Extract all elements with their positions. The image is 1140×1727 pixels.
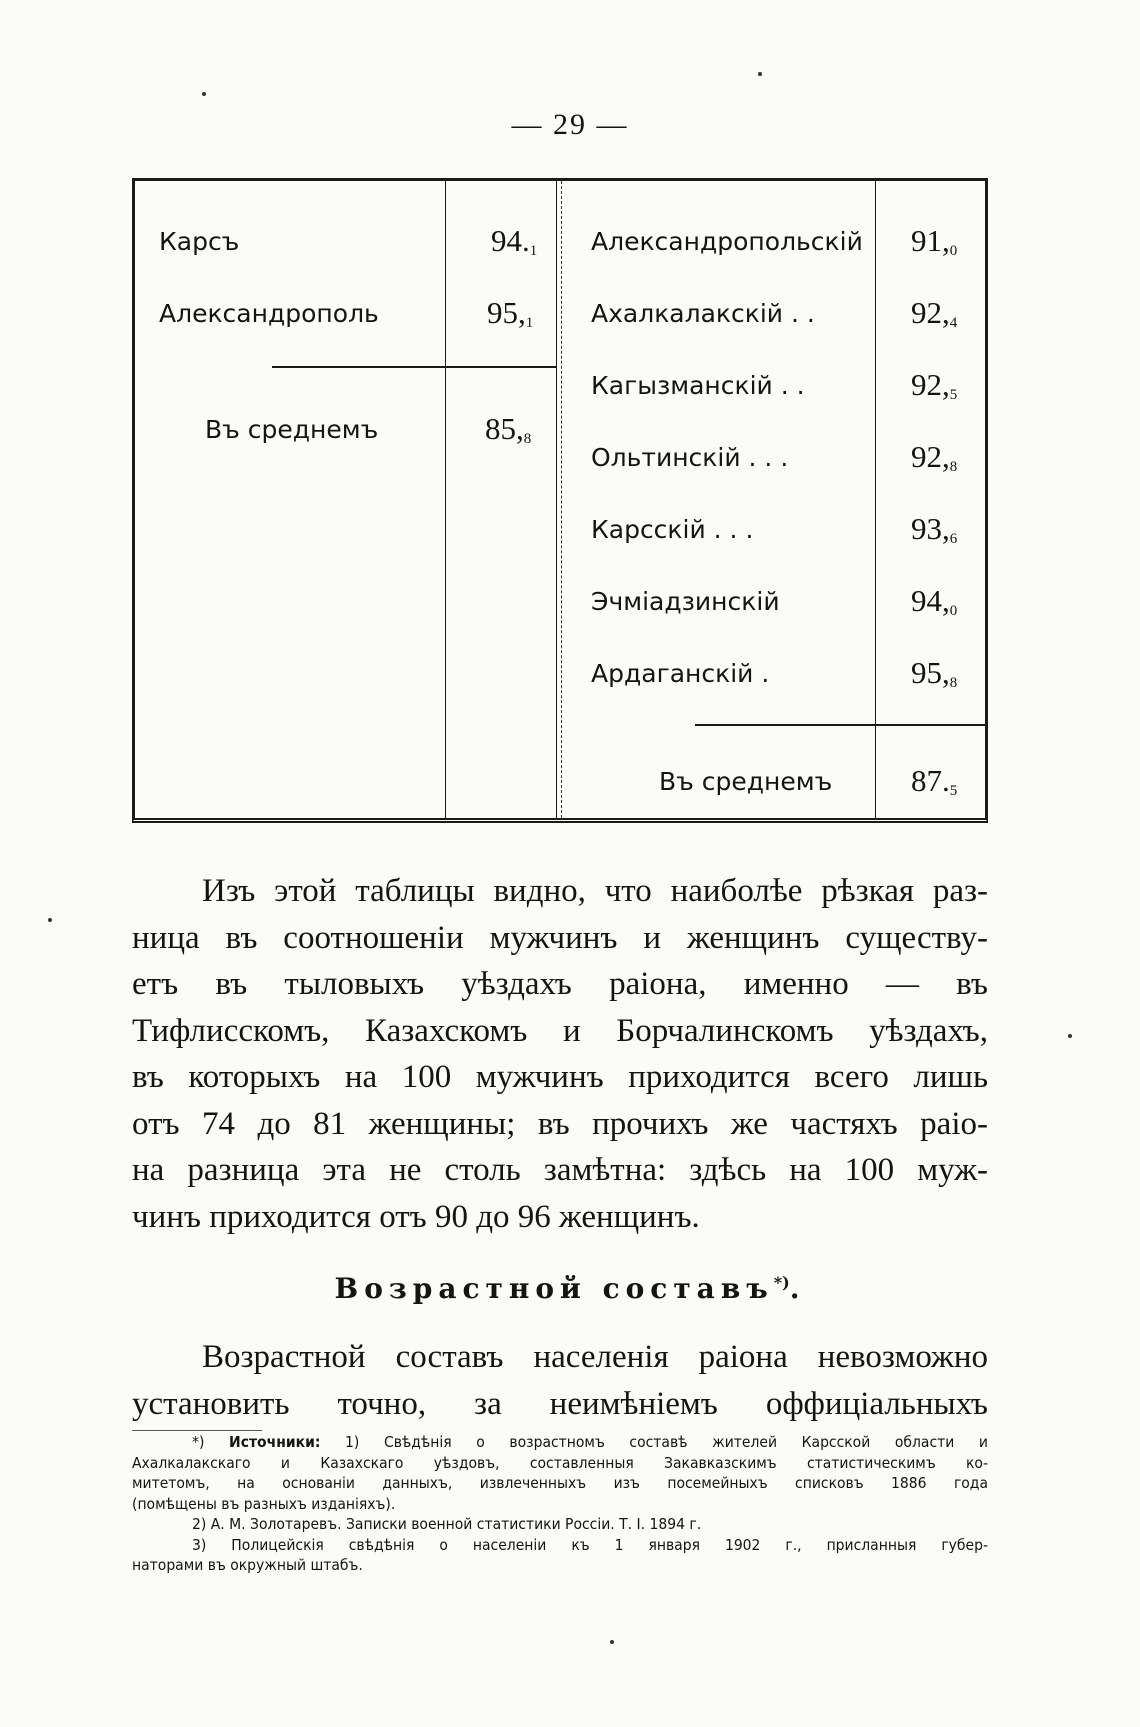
right-average-value: $87._5$: [911, 763, 958, 799]
right-row-name: Ахалкалакскій . .: [591, 299, 815, 328]
footnote-line: 3) Полицейскія свѣдѣнія о населеніи къ 1 января 1902 г., присланныя губер-: [192, 1535, 988, 1554]
paragraph-line: етъ въ тыловыхъ уѣздахъ раіона, именно — въ: [132, 966, 988, 1002]
right-row-name: Эчміадзинскій: [591, 587, 780, 616]
right-row-name: Карсскій . . .: [591, 515, 754, 544]
footnote-rule: [132, 1430, 262, 1431]
right-row-value: $93,_6$: [911, 511, 958, 547]
footnote-line: 2) А. М. Золотаревъ. Записки военной статистики Россіи. Т. I. 1894 г.: [192, 1515, 702, 1533]
scan-speck: [202, 92, 206, 96]
column-divider: [875, 181, 876, 818]
right-row-name: Александропольскій: [591, 227, 863, 256]
sex-ratio-table: [132, 178, 988, 823]
right-row-value: $92,_5$: [911, 367, 958, 403]
footnotes: [132, 1432, 988, 1576]
column-divider: [445, 181, 446, 818]
right-row-value: $91,_0$: [911, 223, 958, 259]
right-average-label: Въ среднемъ: [659, 767, 833, 796]
left-row-value: $95,_1$: [487, 295, 534, 331]
paragraph-line: Тифлисскомъ, Казахскомъ и Борчалинскомъ уѣздахъ,: [132, 1012, 988, 1049]
right-row-name: Ольтинскій . . .: [591, 443, 789, 472]
footnote-line: [132, 1432, 988, 1453]
section-heading-text: Возрастной составъ: [334, 1272, 774, 1305]
right-subtotal-rule: [695, 724, 987, 726]
right-row-name: Кагызманскій . .: [591, 371, 805, 400]
paragraph-sex-ratio: [132, 868, 988, 1240]
column-divider: [556, 181, 557, 818]
right-row-value: $95,_8$: [911, 655, 958, 691]
right-row-value: $92,_4$: [911, 295, 958, 331]
left-row-value: $94._1$: [491, 223, 538, 259]
footnote-line: митетомъ, на основаніи данныхъ, извлеченныхъ изъ посемейныхъ списковъ 1886 года: [132, 1474, 988, 1492]
footnote-line: (помѣщены въ разныхъ изданіяхъ).: [132, 1494, 396, 1513]
footnote-sources-label: Источники:: [229, 1433, 321, 1451]
section-heading-tail: .: [789, 1272, 806, 1305]
left-row-name: Александрополь: [159, 299, 379, 328]
paragraph-line: въ которыхъ на 100 мужчинъ приходится всего лишь: [132, 1059, 988, 1095]
scan-speck: [48, 918, 52, 922]
column-divider: [561, 181, 562, 818]
paragraph-line: Изъ этой таблицы видно, что наиболѣе рѣзкая раз-: [202, 873, 988, 909]
paragraph-line: на разница эта не столь замѣтна: здѣсь на 100 муж-: [132, 1152, 988, 1188]
footnote-marker: *): [773, 1273, 790, 1292]
paragraph-line: Возрастной составъ населенія раіона невозможно: [202, 1339, 988, 1375]
left-average-label: Въ среднемъ: [205, 415, 379, 444]
right-row-value: $94,_0$: [911, 583, 958, 619]
footnote-line: Ахалкалакскаго и Казахскаго уѣздовъ, составленныя Закавказскимъ статистическимъ ко-: [132, 1453, 988, 1472]
paragraph-age-composition: [132, 1334, 988, 1427]
section-heading: [0, 1272, 1140, 1305]
scan-speck: [610, 1640, 614, 1644]
footnote-text: 1) Свѣдѣнія о возрастномъ составѣ жителей Карсской области и: [345, 1433, 988, 1451]
scan-speck: [758, 72, 762, 76]
footnote-line: наторами въ окружный штабъ.: [132, 1556, 363, 1574]
left-subtotal-rule: [272, 366, 557, 368]
scan-speck: [1068, 1034, 1072, 1038]
paragraph-line: чинъ приходится отъ 90 до 96 женщинъ.: [132, 1198, 700, 1235]
right-row-name: Ардаганскій .: [591, 659, 770, 688]
paragraph-line: отъ 74 до 81 женщины; въ прочихъ же частяхъ раіо-: [132, 1105, 988, 1142]
left-average-value: $85,_8$: [485, 411, 532, 447]
footnote-marker: *): [192, 1433, 205, 1451]
right-row-value: $92,_8$: [911, 439, 958, 475]
paragraph-line: ница въ соотношеніи мужчинъ и женщинъ существу-: [132, 919, 988, 956]
page-number: — 29 —: [511, 108, 629, 141]
paragraph-line: установить точно, за неимѣніемъ оффиціальныхъ: [132, 1385, 988, 1422]
left-row-name: Карсъ: [159, 227, 240, 256]
